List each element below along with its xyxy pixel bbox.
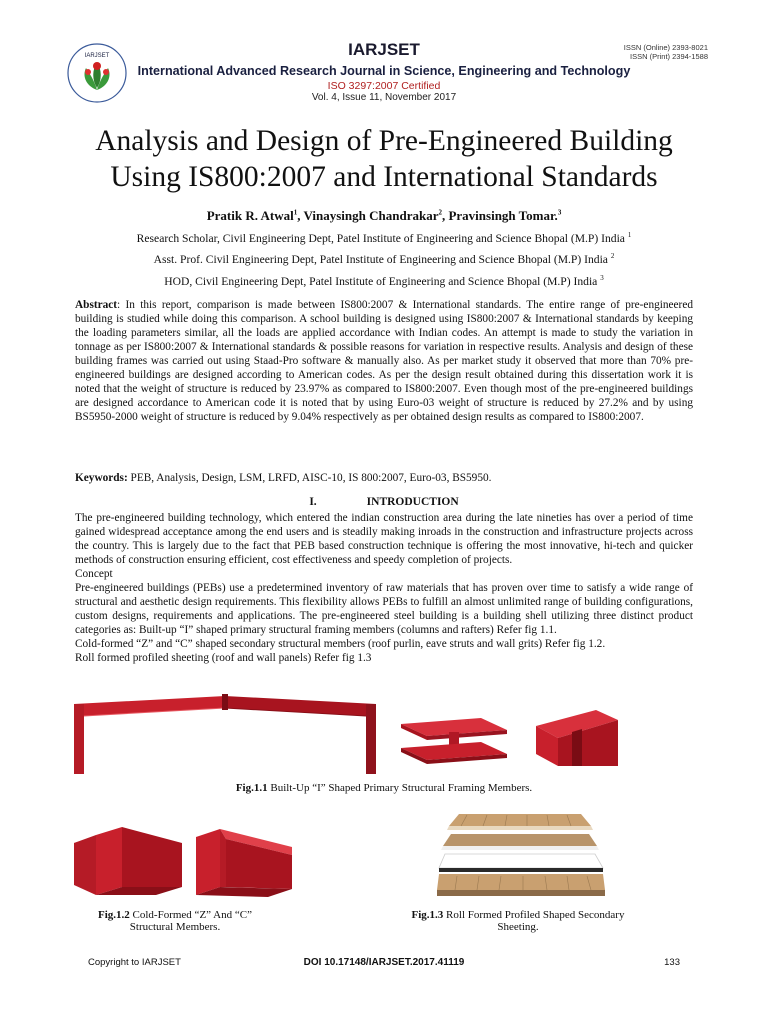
author-name: Pravinsingh Tomar.: [448, 208, 558, 223]
intro-paragraph: Roll formed profiled sheeting (roof and wall panels) Refer fig 1.3: [75, 652, 372, 664]
i-beam-figure: [401, 718, 507, 768]
figure-caption: [388, 909, 648, 933]
c-section-figure: [196, 829, 292, 897]
fig-caption-text: Roll Formed Profiled Shaped Secondary: [443, 909, 625, 921]
fig-caption-text: Cold-Formed “Z” And “C”: [129, 909, 252, 921]
section-heading: [0, 496, 768, 508]
journal-full-name: International Advanced Research Journal in Science, Engineering and Technology: [137, 64, 631, 78]
author-sup: 2: [438, 208, 442, 217]
fig-label: Fig.1.1: [235, 782, 268, 794]
fig-caption-line: [70, 909, 280, 921]
keywords-text: PEB, Analysis, Design, LSM, LRFD, AISC-10, IS 800:2007, Euro-03, BS5950.: [127, 472, 492, 484]
fig-caption-text: Structural Members.: [129, 921, 221, 933]
abstract-label: Abstract: [75, 299, 118, 311]
page-number: 133: [664, 957, 680, 968]
introduction-body: [75, 511, 693, 665]
journal-abbrev: IARJSET: [348, 40, 420, 59]
title-line-2: Using IS800:2007 and International Standards: [110, 161, 658, 193]
fig-caption-text: Sheeting.: [497, 921, 539, 933]
footer-doi[interactable]: DOI 10.17148/IARJSET.2017.41119: [303, 957, 465, 968]
footer-copyright: Copyright to IARJSET: [88, 957, 181, 968]
author-sep: ,: [297, 208, 304, 223]
fig-caption-line: [388, 909, 648, 921]
fig-label: Fig.1.2: [98, 909, 130, 921]
issn-block: [624, 43, 708, 61]
affiliation: [0, 275, 768, 288]
sheeting-figure: [437, 812, 605, 900]
author-sup: 3: [557, 208, 562, 217]
z-section-figure: [74, 825, 182, 897]
intro-paragraph: The pre-engineered building technology, which entered the indian construction area during the late nineties has over a period of time gained widespread acceptance among the end users and is steadily making inroads in the construction and infrastructure projects across the country. This is largely due to the fact that PEB based construction technique is offering the most innovative, hi-tech and quicker methods of construction ensuring efficient, cost effectiveness and speedy completion of projects.: [75, 512, 693, 566]
figure-caption: [70, 909, 280, 933]
affiliation: [0, 232, 768, 245]
fig-label: Fig.1.3: [411, 909, 444, 921]
author-sep: ,: [441, 208, 449, 223]
author-name: Pratik R. Atwal: [206, 208, 294, 223]
author-name: Vinaysingh Chandrakar: [303, 208, 439, 223]
beam-section-figure: [536, 710, 618, 768]
fig-caption-text: Built-Up “I” Shaped Primary Structural Framing Members.: [267, 782, 533, 794]
affiliation: [0, 253, 768, 266]
affiliation-sup: 1: [627, 231, 632, 240]
intro-paragraph: Concept: [75, 568, 113, 580]
iso-certification: ISO 3297:2007 Certified: [327, 80, 441, 92]
volume-issue: Vol. 4, Issue 11, November 2017: [311, 92, 457, 103]
keywords: [75, 471, 693, 485]
section-title: INTRODUCTION: [366, 496, 459, 508]
affiliation-sup: 2: [610, 252, 615, 261]
affiliation-sup: 3: [600, 274, 604, 283]
affiliation-text: HOD, Civil Engineering Dept, Patel Institute of Engineering and Science Bhopal (M.P) India: [164, 275, 601, 288]
author-sup: 1: [293, 208, 298, 217]
svg-text:IARJSET: IARJSET: [84, 53, 110, 59]
author-list: [0, 208, 768, 224]
section-number: I.: [309, 496, 317, 508]
issn-online: ISSN (Online) 2393-8021: [623, 43, 708, 52]
abstract: [75, 298, 693, 424]
figure-caption: [0, 782, 768, 794]
issn-print: ISSN (Print) 2394-1588: [630, 52, 708, 61]
title-line-1: Analysis and Design of Pre-Engineered Building: [95, 125, 673, 157]
portal-frame-figure: [74, 694, 376, 776]
affiliation-text: Asst. Prof. Civil Engineering Dept, Patel Institute of Engineering and Science Bhopal (M.P) India: [153, 253, 611, 266]
paper-title: [40, 123, 728, 195]
affiliation-text: Research Scholar, Civil Engineering Dept, Patel Institute of Engineering and Science Bhopal (M.P) India: [136, 232, 628, 245]
keywords-label: Keywords:: [75, 472, 128, 484]
abstract-text: : In this report, comparison is made between IS800:2007 & International standards. The entire range of pre-engineered building is studied while doing this comparison. A school building is designed using IS800:2007 & International standards by keeping the loading parameters similar, all the loads are applied accordance with Indian codes. An attempt is made to study the variation in tonnage as per IS800:2007 & International standards & possible reasons for variation in respective results. Analysis and design of these building frames was carried out using Staad-Pro software & manually also. As per market study it observed that more than 70% pre-engineered buildings are designed according to American codes. As per the design result obtained during this dissertation work it is noted that the weight of structure is reduced by 23.97% as compared to IS800:2007. Even though most of the pre-engineered buildings are designed accordance to American code it is noted that by using Euro-03 weight of structure is reduced by 27.2% and by using BS5950-2000 weight of structure is reduced by 9.04% respectively as per obtained design results as compared to IS800:2007.: [75, 299, 693, 423]
intro-paragraph: Pre-engineered buildings (PEBs) use a predetermined inventory of raw materials that has proven over time to satisfy a wide range of structural and aesthetic design requirements. This flexibility allows PEBs to fulfill an almost unlimited range of building configurations, custom designs, requirements and applications. The pre-engineered steel building is a building shell utilizing three distinct product categories as: Built-up “I” shaped primary structural framing members (columns and rafters) Refer fig 1.1.: [75, 582, 693, 636]
intro-paragraph: Cold-formed “Z” and “C” shaped secondary structural members (roof purlin, eave struts and wall grits) Refer fig 1.2.: [75, 638, 606, 650]
